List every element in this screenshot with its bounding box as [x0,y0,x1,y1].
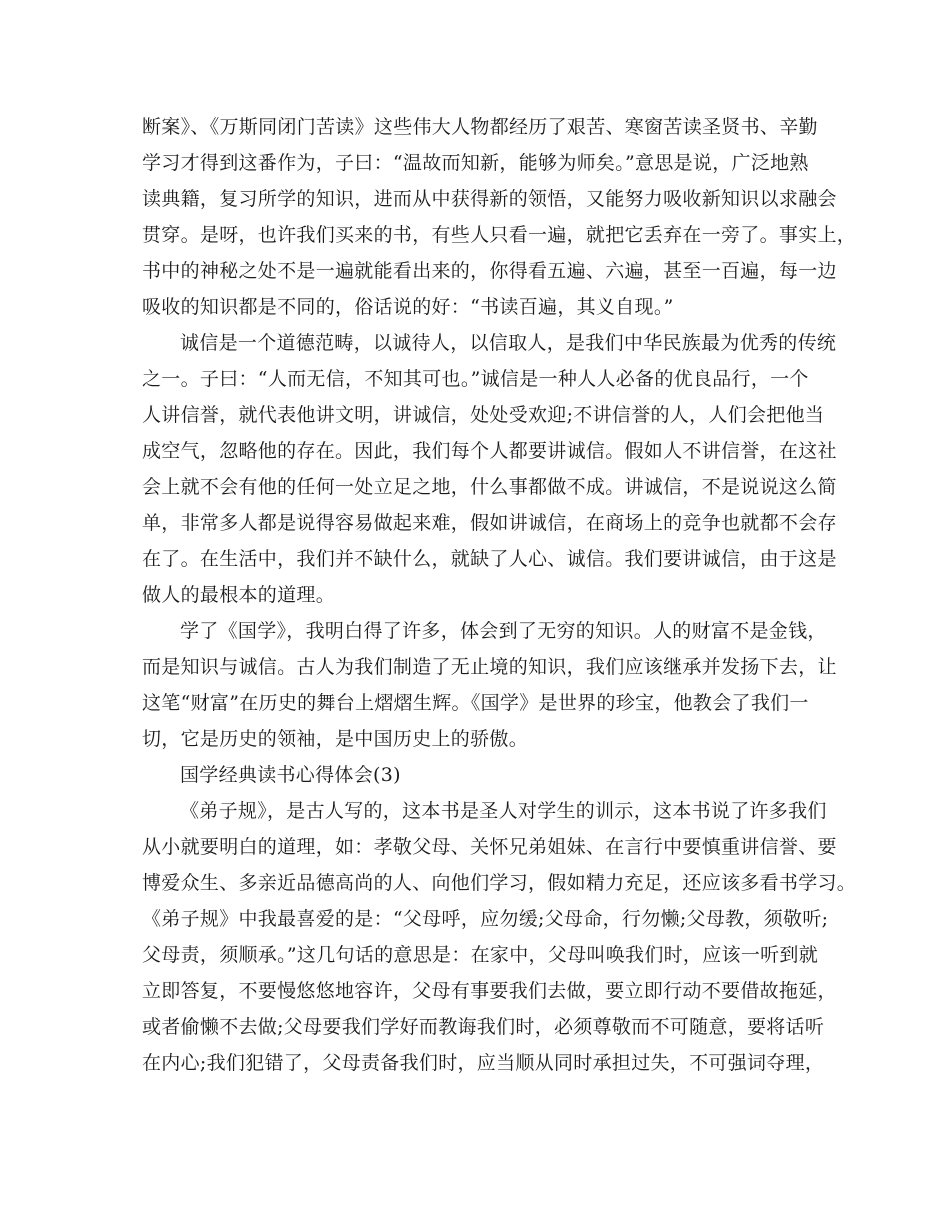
text-line: 单，非常多人都是说得容易做起来难，假如讲诚信，在商场上的竞争也就都不会存 [142,512,837,534]
text-line: 吸收的知识都是不同的，俗话说的好：“书读百遍，其义自现。” [142,296,674,318]
text-line: 断案》、《万斯同闭门苦读》这些伟大人物都经历了艰苦、寒窗苦读圣贤书、辛勤 [142,116,818,138]
text-line: 人讲信誉，就代表他讲文明，讲诚信，处处受欢迎;不讲信誉的人，人们会把他当 [142,404,825,426]
section-heading: 国学经典读书心得体会(3) [180,764,401,786]
text-line: 学习才得到这番作为，子曰：“温故而知新，能够为师矣。”意思是说，广泛地熟 [142,152,809,174]
text-line: 贯穿。是呀，也许我们买来的书，有些人只看一遍，就把它丢弃在一旁了。事实上， [142,224,857,246]
paragraph-first-line: 学了《国学》，我明白得了许多，体会到了无穷的知识。人的财富不是金钱， [180,620,827,642]
text-line: 这笔“财富”在历史的舞台上熠熠生辉。《国学》是世界的珍宝，他教会了我们一 [142,692,809,714]
text-line: 书中的神秘之处不是一遍就能看出来的，你得看五遍、六遍，甚至一百遍，每一边 [142,260,837,282]
text-line: 成空气，忽略他的存在。因此，我们每个人都要讲诚信。假如人不讲信誉，在这社 [142,440,837,462]
paragraph-first-line: 《弟子规》，是古人写的，这本书是圣人对学生的训示，这本书说了许多我们 [180,800,827,822]
text-line: 或者偷懒不去做;父母要我们学好而教诲我们时，必须尊敬而不可随意，要将话听 [142,1016,825,1038]
text-line: 会上就不会有他的任何一处立足之地，什么事都做不成。讲诚信，不是说说这么简 [142,476,837,498]
text-line: 博爱众生、多亲近品德高尚的人、向他们学习，假如精力充足，还应该多看书学习。 [142,872,857,894]
text-line: 《弟子规》中我最喜爱的是：“父母呼，应勿缓;父母命，行勿懒;父母教，须敬听; [142,908,829,930]
text-line: 父母责，须顺承。”这几句话的意思是：在家中，父母叫唤我们时，应该一听到就 [142,944,819,966]
text-line: 立即答复，不要慢悠悠地容许，父母有事要我们去做，要立即行动不要借故拖延， [142,980,837,1002]
text-line: 读典籍，复习所学的知识，进而从中获得新的领悟，又能努力吸收新知识以求融会 [142,188,837,210]
text-line: 从小就要明白的道理，如：孝敬父母、关怀兄弟姐妹、在言行中要慎重讲信誉、要 [142,836,837,858]
text-line: 在了。在生活中，我们并不缺什么，就缺了人心、诚信。我们要讲诚信，由于这是 [142,548,837,570]
text-line: 在内心;我们犯错了，父母责备我们时，应当顺从同时承担过失，不可强词夺理， [142,1052,825,1074]
text-line: 之一。子曰：“人而无信，不知其可也。”诚信是一种人人必备的优良品行，一个 [142,368,809,390]
paragraph-first-line: 诚信是一个道德范畴，以诚待人，以信取人，是我们中华民族最为优秀的传统 [180,332,837,354]
text-line: 切，它是历史的领袖，是中国历史上的骄傲。 [142,728,529,750]
text-line: 做人的最根本的道理。 [142,584,336,606]
text-line: 而是知识与诚信。古人为我们制造了无止境的知识，我们应该继承并发扬下去，让 [142,656,837,678]
